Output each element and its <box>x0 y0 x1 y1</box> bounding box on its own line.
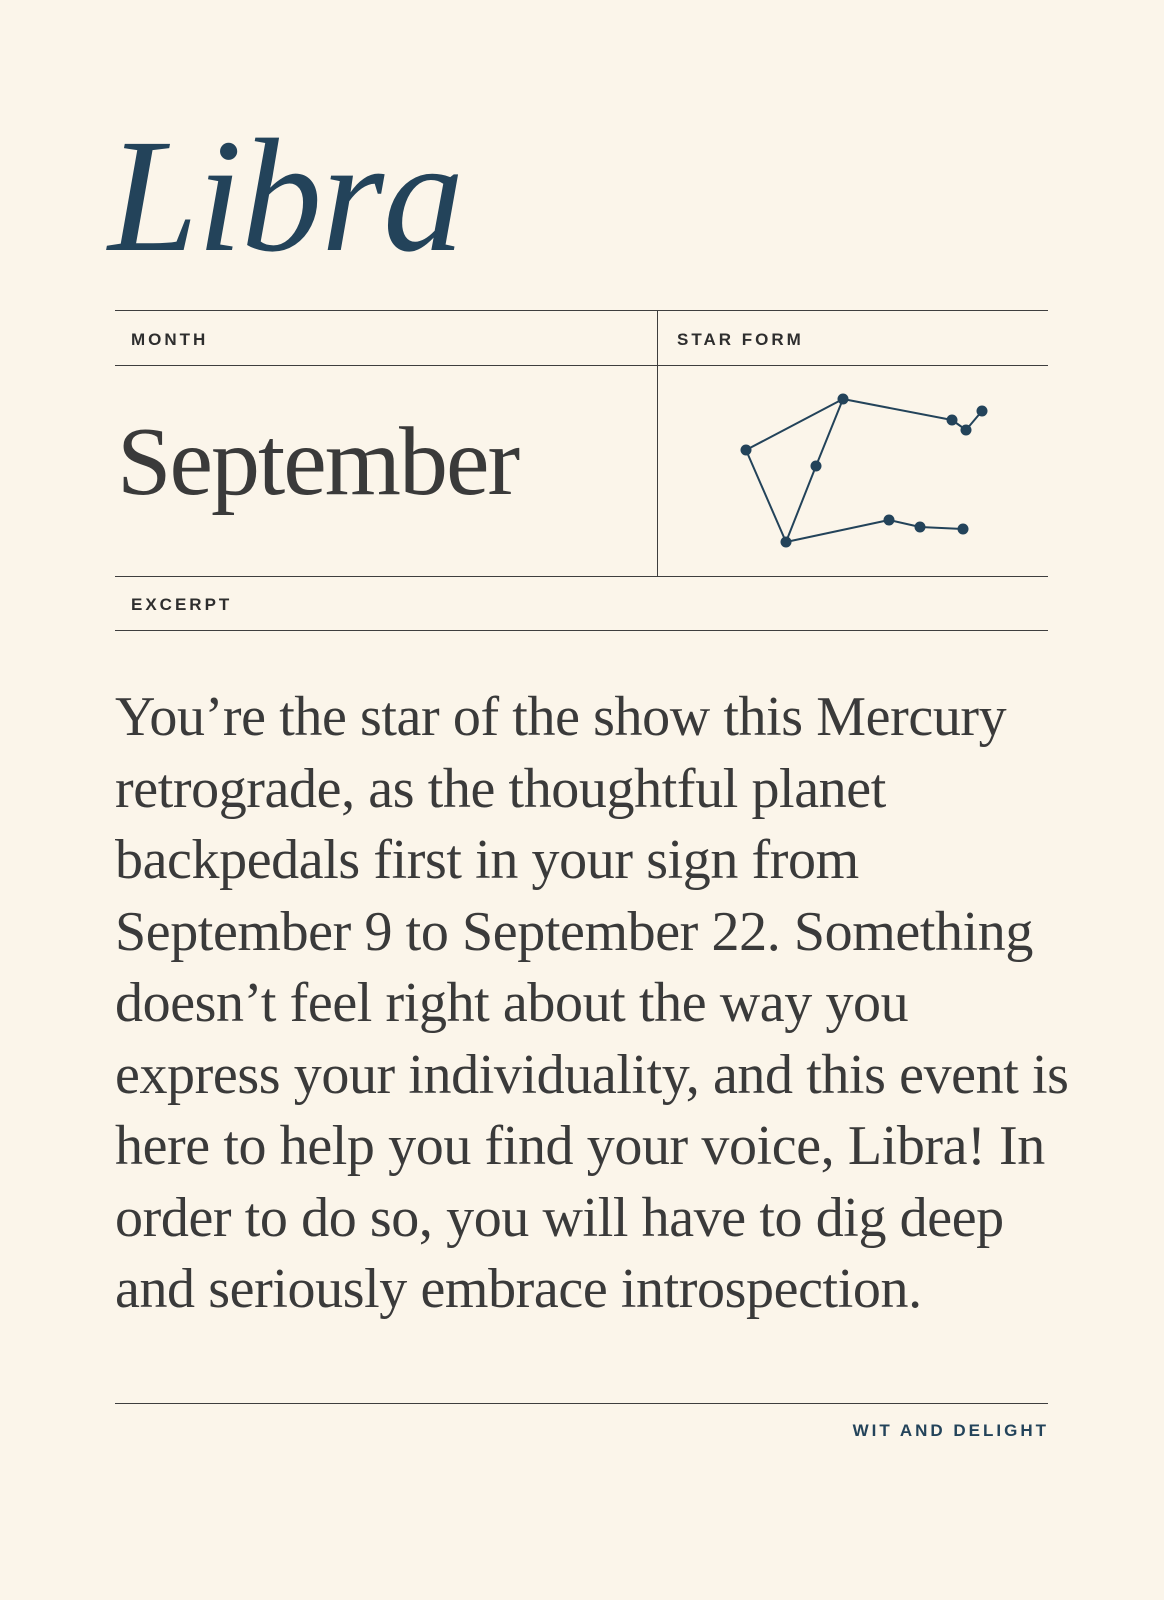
constellation-star <box>915 522 926 533</box>
excerpt-text: You’re the star of the show this Mercury retrograde, as the thoughtful planet backpedals first in your sign from September 9 to September 22. Something doesn’t feel right about the way you express your individuality, and this event is here to help you find your voice, Libra! In order to do so, you will have to dig deep and seriously embrace introspection. <box>115 686 1069 1320</box>
constellation-star <box>838 394 849 405</box>
month-value: September <box>117 408 519 516</box>
sign-title: Libra <box>108 107 464 286</box>
constellation-star <box>741 445 752 456</box>
constellation-star <box>947 415 958 426</box>
footer-divider <box>115 1403 1048 1404</box>
month-label: MONTH <box>131 330 209 349</box>
constellation-star <box>781 537 792 548</box>
star-form-label: STAR FORM <box>677 330 804 349</box>
excerpt-label: EXCERPT <box>131 595 233 614</box>
constellation-star <box>961 425 972 436</box>
excerpt-header-divider <box>115 630 1048 631</box>
top-divider <box>115 310 1048 311</box>
brand-credit: WIT AND DELIGHT <box>852 1421 1049 1440</box>
constellation-star <box>977 406 988 417</box>
constellation-star <box>884 515 895 526</box>
constellation-line-lower <box>746 450 963 542</box>
libra-constellation-icon <box>658 312 1048 575</box>
constellation-line-upper <box>746 399 982 450</box>
constellation-star <box>811 461 822 472</box>
constellation-star <box>958 524 969 535</box>
month-section-divider <box>115 576 1048 577</box>
